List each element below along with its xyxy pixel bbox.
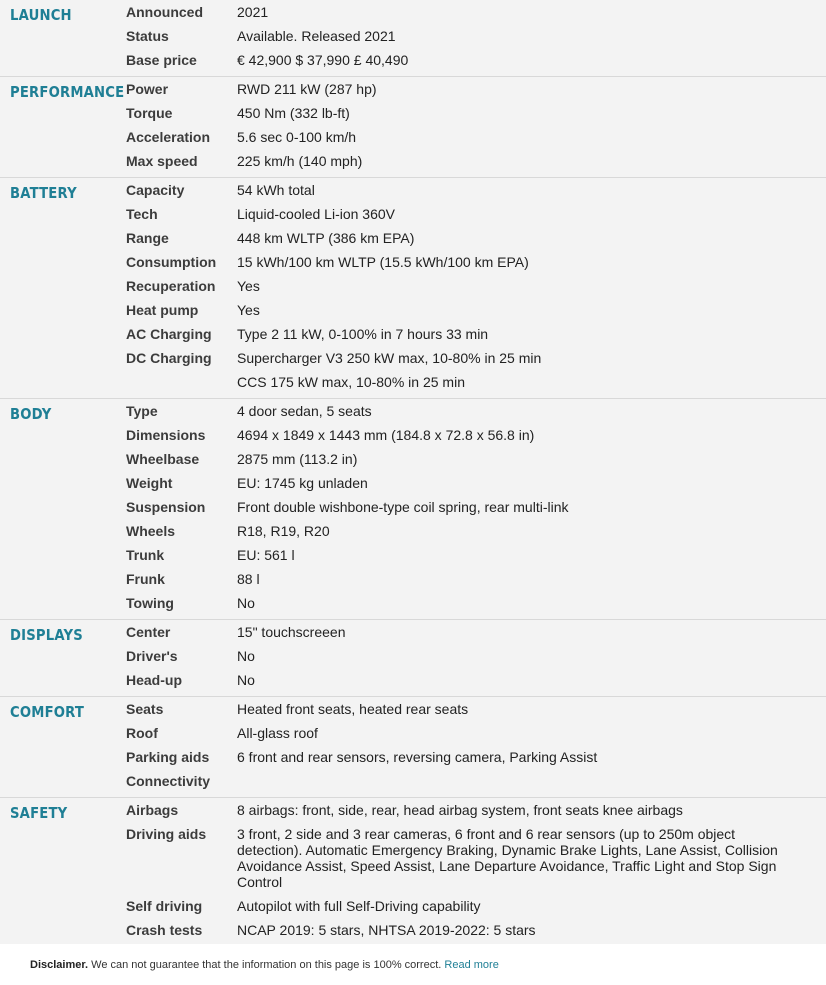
spec-label: Tech [126,206,158,222]
spec-row [0,471,826,495]
spec-value: Type 2 11 kW, 0-100% in 7 hours 33 min [237,326,489,342]
spec-value-line: 3 front, 2 side and 3 rear cameras, 6 front and 6 rear sensors (up to 250m object [237,826,736,842]
section-title: LAUNCH [10,6,72,24]
spec-row [0,798,826,822]
read-more-link[interactable]: Read more [444,959,499,971]
spec-row [0,399,826,423]
section-battery [0,178,826,399]
spec-row [0,822,826,894]
spec-label: Consumption [126,254,217,270]
section-performance [0,77,826,178]
spec-row [0,519,826,543]
spec-label: Dimensions [126,427,206,443]
disclaimer-label: Disclaimer. [30,959,89,971]
spec-value: No [237,595,255,611]
spec-value-line: detection). Automatic Emergency Braking, Dynamic Brake Lights, Lane Assist, Collision [237,842,778,858]
spec-value: € 42,900 $ 37,990 £ 40,490 [237,52,409,68]
section-comfort [0,697,826,798]
spec-value: 88 l [237,571,260,587]
spec-value: 2021 [237,4,269,20]
spec-value: 5.6 sec 0-100 km/h [237,129,357,145]
section-body [0,399,826,620]
spec-value: 6 front and rear sensors, reversing camera, Parking Assist [237,749,598,765]
spec-value: Front double wishbone-type coil spring, rear multi-link [237,499,569,515]
spec-row [0,918,826,942]
spec-label: Self driving [126,898,203,914]
disclaimer-bar [0,944,826,985]
spec-label: Towing [126,595,174,611]
spec-row [0,697,826,721]
spec-row [0,620,826,644]
spec-label: Center [126,624,171,640]
spec-row [0,370,826,394]
section-title: SAFETY [10,804,68,822]
spec-row [0,274,826,298]
spec-label: Seats [126,701,164,717]
spec-label: Driving aids [126,826,207,842]
spec-value: 15 kWh/100 km WLTP (15.5 kWh/100 km EPA) [237,254,529,270]
spec-value-line: Avoidance Assist, Speed Assist, Lane Departure Avoidance, Traffic Light and Stop Sign [237,858,777,874]
spec-label: Weight [126,475,173,491]
spec-value: 450 Nm (332 lb-ft) [237,105,350,121]
spec-value: 15" touchscreeen [237,624,346,640]
spec-value: EU: 561 l [237,547,295,563]
spec-value-line: Control [237,874,283,890]
spec-row [0,447,826,471]
spec-label: Connectivity [126,773,211,789]
section-launch [0,0,826,77]
spec-value: R18, R19, R20 [237,523,330,539]
spec-label: Status [126,28,169,44]
spec-label: Airbags [126,802,179,818]
spec-row [0,322,826,346]
spec-value: 4694 x 1849 x 1443 mm (184.8 x 72.8 x 56.8 in) [237,427,535,443]
spec-label: Wheelbase [126,451,200,467]
spec-value: 448 km WLTP (386 km EPA) [237,230,415,246]
spec-row [0,769,826,793]
spec-value: Yes [237,302,260,318]
spec-label: Trunk [126,547,165,563]
spec-row [0,721,826,745]
spec-label: Range [126,230,169,246]
spec-label: Head-up [126,672,182,688]
section-title: DISPLAYS [10,626,83,644]
spec-label: Suspension [126,499,206,515]
spec-row [0,591,826,615]
section-displays [0,620,826,697]
spec-value: Autopilot with full Self-Driving capability [237,898,481,914]
spec-value: No [237,648,255,664]
spec-label: Driver's [126,648,178,664]
spec-value: All-glass roof [237,725,318,741]
spec-row [0,894,826,918]
spec-label: Roof [126,725,158,741]
spec-value: Heated front seats, heated rear seats [237,701,469,717]
spec-value: Liquid-cooled Li-ion 360V [237,206,395,222]
spec-label: Frunk [126,571,165,587]
spec-value: Yes [237,278,260,294]
spec-value: NCAP 2019: 5 stars, NHTSA 2019-2022: 5 stars [237,922,536,938]
spec-value: No [237,672,255,688]
section-safety [0,798,826,947]
spec-label: Heat pump [126,302,199,318]
spec-label: Power [126,81,169,97]
spec-row [0,668,826,692]
spec-row [0,24,826,48]
spec-row [0,48,826,72]
spec-label: Announced [126,4,203,20]
spec-value: 2875 mm (113.2 in) [237,451,358,467]
spec-label: Base price [126,52,197,68]
spec-row [0,644,826,668]
spec-row [0,250,826,274]
section-title: PERFORMANCE [10,83,125,101]
spec-value: RWD 211 kW (287 hp) [237,81,377,97]
spec-row [0,149,826,173]
spec-label: Parking aids [126,749,210,765]
spec-row [0,495,826,519]
spec-value: EU: 1745 kg unladen [237,475,368,491]
spec-row [0,202,826,226]
spec-label: Type [126,403,158,419]
section-title: BATTERY [10,184,77,202]
spec-value: Available. Released 2021 [237,28,396,44]
spec-label: AC Charging [126,326,212,342]
spec-value: CCS 175 kW max, 10-80% in 25 min [237,374,465,390]
spec-value: 8 airbags: front, side, rear, head airbag system, front seats knee airbags [237,802,683,818]
spec-label: Crash tests [126,922,203,938]
spec-label: Capacity [126,182,185,198]
spec-row [0,346,826,370]
spec-label: Torque [126,105,173,121]
spec-row [0,567,826,591]
section-title: BODY [10,405,52,423]
spec-row [0,423,826,447]
spec-value: 4 door sedan, 5 seats [237,403,372,419]
spec-row [0,101,826,125]
spec-row [0,745,826,769]
spec-row [0,298,826,322]
spec-label: Recuperation [126,278,216,294]
disclaimer-body: We can not guarantee that the information on this page is 100% correct. [88,959,445,971]
disclaimer-text [30,959,499,971]
section-title: COMFORT [10,703,85,721]
spec-row [0,0,826,24]
spec-value: 54 kWh total [237,182,315,198]
spec-label: DC Charging [126,350,212,366]
spec-label: Acceleration [126,129,211,145]
spec-label: Max speed [126,153,198,169]
spec-row [0,178,826,202]
spec-value [237,822,822,894]
spec-row [0,125,826,149]
spec-row [0,543,826,567]
spec-value: Supercharger V3 250 kW max, 10-80% in 25 min [237,350,542,366]
spec-label: Wheels [126,523,176,539]
spec-value: 225 km/h (140 mph) [237,153,363,169]
spec-row [0,226,826,250]
